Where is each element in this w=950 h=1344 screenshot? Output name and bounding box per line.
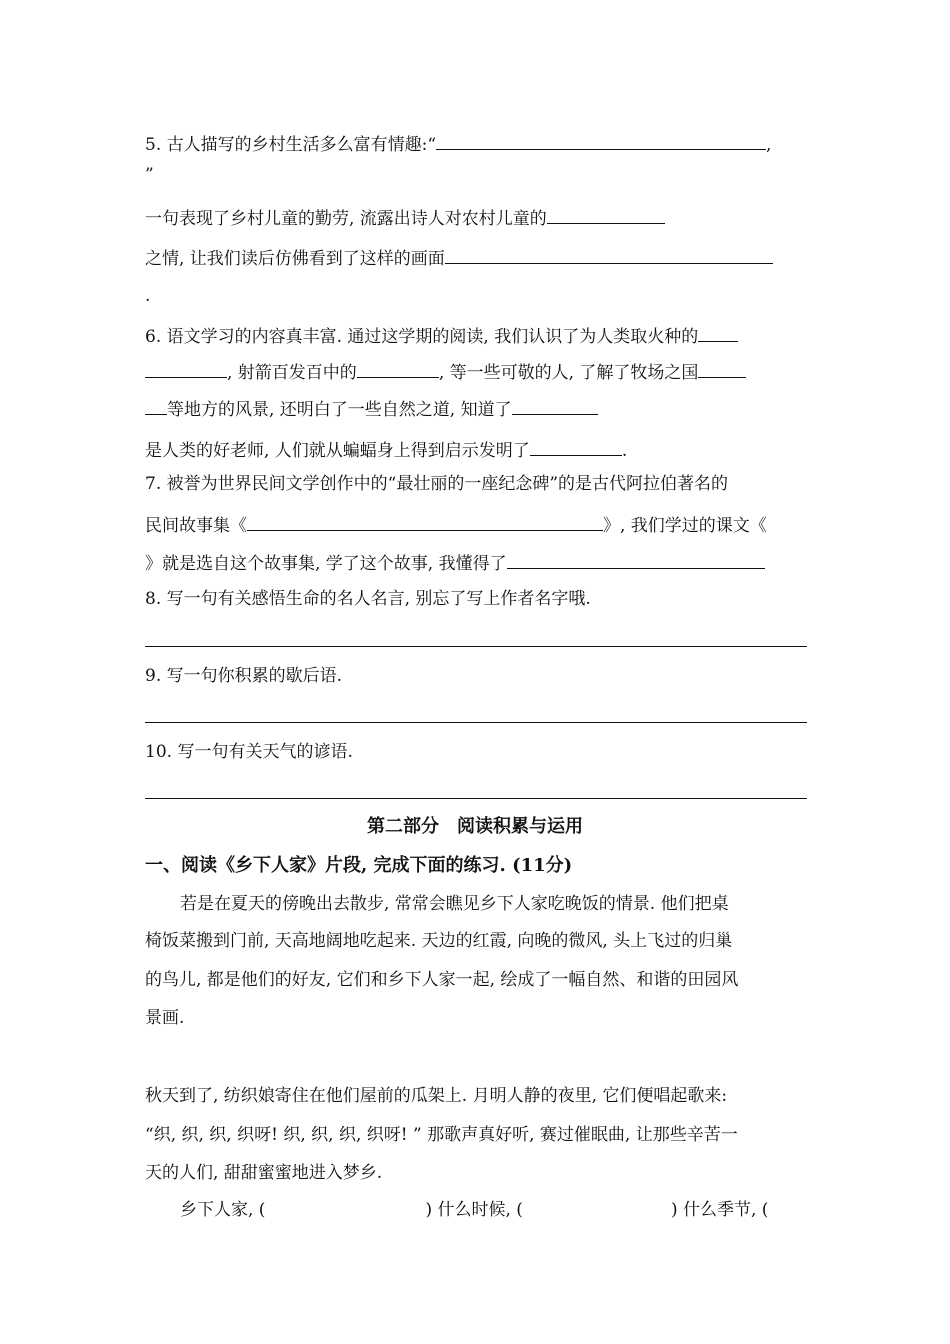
q8-answer-line[interactable] <box>145 646 807 647</box>
q10-prompt: 10. 写一句有关天气的谚语. <box>145 742 353 762</box>
q6-blank-3a[interactable] <box>698 359 746 378</box>
q5-blank-1[interactable] <box>436 131 766 150</box>
q5-line1: 5. 古人描写的乡村生活多么富有情趣:“ , <box>145 131 771 156</box>
para2-line1: 秋天到了, 纺织娘寄住在他们屋前的瓜架上. 月明人静的夜里, 它们便唱起歌来: <box>145 1086 728 1106</box>
q6-line1: 6. 语文学习的内容真丰富. 通过这学期的阅读, 我们认识了为人类取火种的 <box>145 323 738 348</box>
q6-blank-5[interactable] <box>530 437 622 456</box>
last-line: 乡下人家, ( ) 什么时候, ( ) 什么季节, ( <box>180 1200 769 1220</box>
q6-blank-3b[interactable] <box>145 396 167 415</box>
q5-line2: ” <box>145 165 154 185</box>
section1-title: 一、阅读《乡下人家》片段, 完成下面的练习. (11分) <box>145 855 573 876</box>
q6-blank-2[interactable] <box>357 359 439 378</box>
q8-prompt: 8. 写一句有关感悟生命的名人名言, 别忘了写上作者名字哦. <box>145 589 591 609</box>
q7-line1: 7. 被誉为世界民间文学创作中的“最壮丽的一座纪念碑”的是古代阿拉伯著名的 <box>145 474 729 494</box>
q6-line4: 是人类的好老师, 人们就从蝙蝠身上得到启示发明了 . <box>145 437 627 462</box>
q9-answer-line[interactable] <box>145 722 807 723</box>
q6-blank-1a[interactable] <box>698 323 738 342</box>
q9-prompt: 9. 写一句你积累的歇后语. <box>145 666 343 686</box>
para1-line2: 椅饭菜搬到门前, 天高地阔地吃起来. 天边的红霞, 向晚的微风, 头上飞过的归巢 <box>145 931 733 951</box>
q5-prompt: 5. 古人描写的乡村生活多么富有情趣:“ <box>145 135 437 155</box>
q5-blank-2[interactable] <box>547 205 665 224</box>
q6-line3: 等地方的风景, 还明白了一些自然之道, 知道了 <box>145 396 598 421</box>
q5-line4: 之情, 让我们读后仿佛看到了这样的画面 <box>145 245 773 270</box>
q6-blank-1b[interactable] <box>145 359 227 378</box>
q5-line5: . <box>145 286 151 306</box>
para1-line1: 若是在夏天的傍晚出去散步, 常常会瞧见乡下人家吃晚饭的情景. 他们把桌 <box>180 894 729 914</box>
q5-blank-3[interactable] <box>445 245 773 264</box>
para2-line2: “织, 织, 织, 织呀! 织, 织, 织, 织呀! ” 那歌声真好听, 赛过催眠曲, 让那些辛苦一 <box>145 1125 738 1145</box>
q7-line3: 》就是选自这个故事集, 学了这个故事, 我懂得了 <box>145 550 765 575</box>
part2-title: 第二部分 阅读积累与运用 <box>367 816 583 837</box>
q6-line2: , 射箭百发百中的 , 等一些可敬的人, 了解了牧场之国 <box>145 359 746 384</box>
q10-answer-line[interactable] <box>145 798 807 799</box>
q6-blank-4[interactable] <box>512 396 598 415</box>
para2-line3: 天的人们, 甜甜蜜蜜地进入梦乡. <box>145 1163 383 1183</box>
q7-blank-1[interactable] <box>247 512 603 531</box>
q5-line3: 一句表现了乡村儿童的勤劳, 流露出诗人对农村儿童的 <box>145 205 665 230</box>
para1-line3: 的鸟儿, 都是他们的好友, 它们和乡下人家一起, 绘成了一幅自然、和谐的田园风 <box>145 970 739 990</box>
q7-blank-2[interactable] <box>507 550 765 569</box>
q7-line2: 民间故事集《 》, 我们学过的课文《 <box>145 512 767 537</box>
para1-line4: 景画. <box>145 1008 185 1028</box>
